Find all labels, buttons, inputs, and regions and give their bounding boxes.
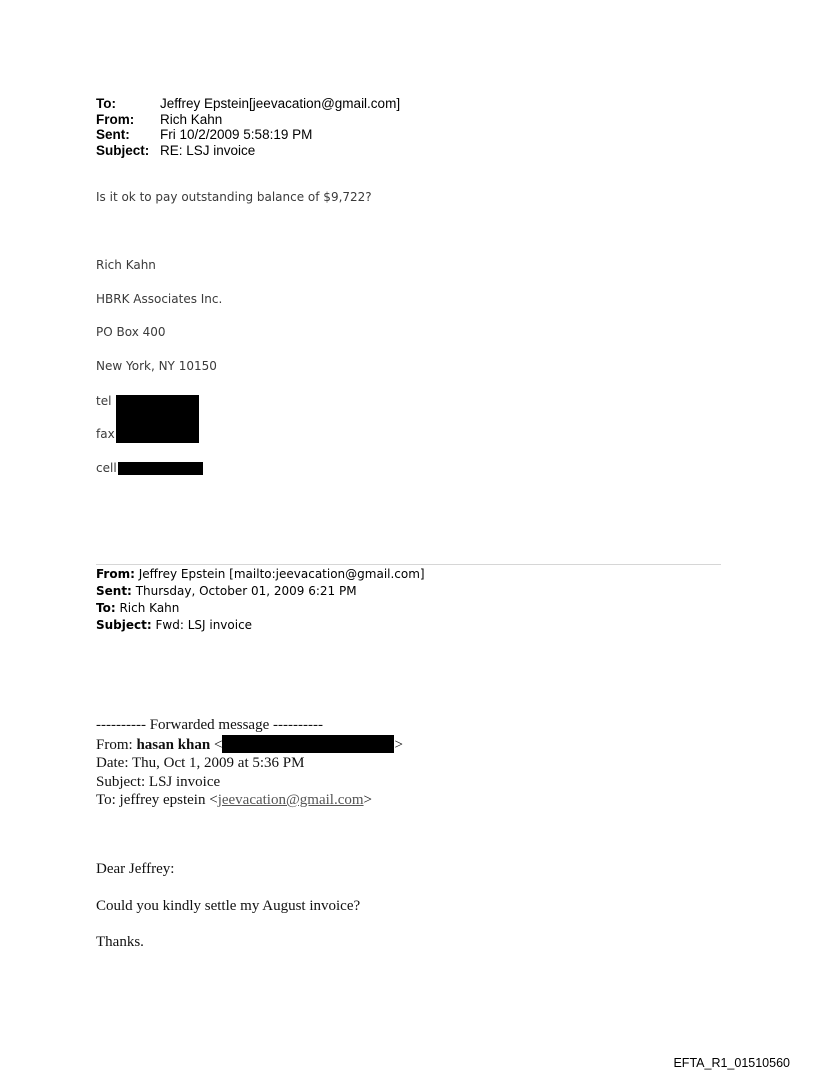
header-from-row [96, 112, 400, 128]
from-value: Rich Kahn [160, 111, 223, 127]
signature-cell-label: cell [96, 461, 117, 475]
to-label: To: [96, 96, 116, 111]
forwarded-from-prefix: From: [96, 736, 133, 753]
quoted-header [96, 566, 425, 634]
quoted-sent-label: Sent: [96, 584, 132, 598]
to-value: Jeffrey Epstein[jeevacation@gmail.com] [160, 96, 401, 111]
body-closing: Thanks. [96, 934, 144, 950]
header-to-row [96, 96, 400, 112]
quoted-subject-label: Subject: [96, 618, 152, 632]
subject-value: RE: LSJ invoice [160, 142, 256, 158]
quoted-to-label: To: [96, 601, 116, 615]
forwarded-marker: ---------- Forwarded message ---------- [96, 717, 323, 733]
redaction-tel-fax [116, 395, 199, 443]
signature-fax-label: fax [96, 427, 115, 441]
sent-label: Sent: [96, 127, 130, 142]
from-label: From: [96, 111, 135, 127]
forwarded-from-close: > [394, 736, 403, 753]
signature-tel-label: tel [96, 394, 112, 408]
forwarded-from-open: < [214, 736, 223, 753]
signature-po-box: PO Box 400 [96, 325, 166, 339]
forwarded-from-name: hasan khan [136, 736, 211, 753]
quoted-from-row [96, 566, 425, 583]
subject-label: Subject: [96, 142, 150, 158]
quoted-to-value: Rich Kahn [119, 601, 180, 615]
quoted-from-value: Jeffrey Epstein [mailto:jeevacation@gmail.com] [138, 567, 425, 581]
forwarded-date: Date: Thu, Oct 1, 2009 at 5:36 PM [96, 755, 305, 771]
forwarded-to-suffix: > [363, 792, 372, 808]
quoted-to-row [96, 600, 425, 617]
quoted-sent-row [96, 583, 425, 600]
quoted-sent-value: Thursday, October 01, 2009 6:21 PM [135, 584, 357, 598]
signature-city: New York, NY 10150 [96, 359, 217, 373]
body-greeting: Dear Jeffrey: [96, 861, 175, 877]
quoted-from-label: From: [96, 567, 135, 581]
quoted-subject-value: Fwd: LSJ invoice [155, 618, 253, 632]
body-line1: Could you kindly settle my August invoice? [96, 898, 361, 914]
redaction-sender-email [222, 735, 394, 753]
quote-divider [96, 564, 721, 565]
header-sent-row [96, 127, 400, 143]
quoted-subject-row [96, 617, 425, 634]
email-header [96, 96, 400, 158]
forwarded-block [96, 716, 403, 810]
forwarded-to-prefix: To: jeffrey epstein < [96, 792, 218, 808]
forwarded-to-row [96, 791, 403, 810]
reply-body: Is it ok to pay outstanding balance of $9,722? [96, 190, 372, 204]
sent-value: Fri 10/2/2009 5:58:19 PM [160, 127, 313, 142]
forwarded-to-email-link[interactable]: jeevacation@gmail.com [217, 792, 364, 808]
forwarded-from-row [96, 735, 403, 755]
redaction-cell [118, 462, 203, 475]
signature-name: Rich Kahn [96, 258, 156, 272]
header-subject-row [96, 143, 400, 159]
forwarded-subject: Subject: LSJ invoice [96, 773, 221, 790]
signature-company: HBRK Associates Inc. [96, 292, 223, 306]
document-id: EFTA_R1_01510560 [673, 1056, 790, 1070]
